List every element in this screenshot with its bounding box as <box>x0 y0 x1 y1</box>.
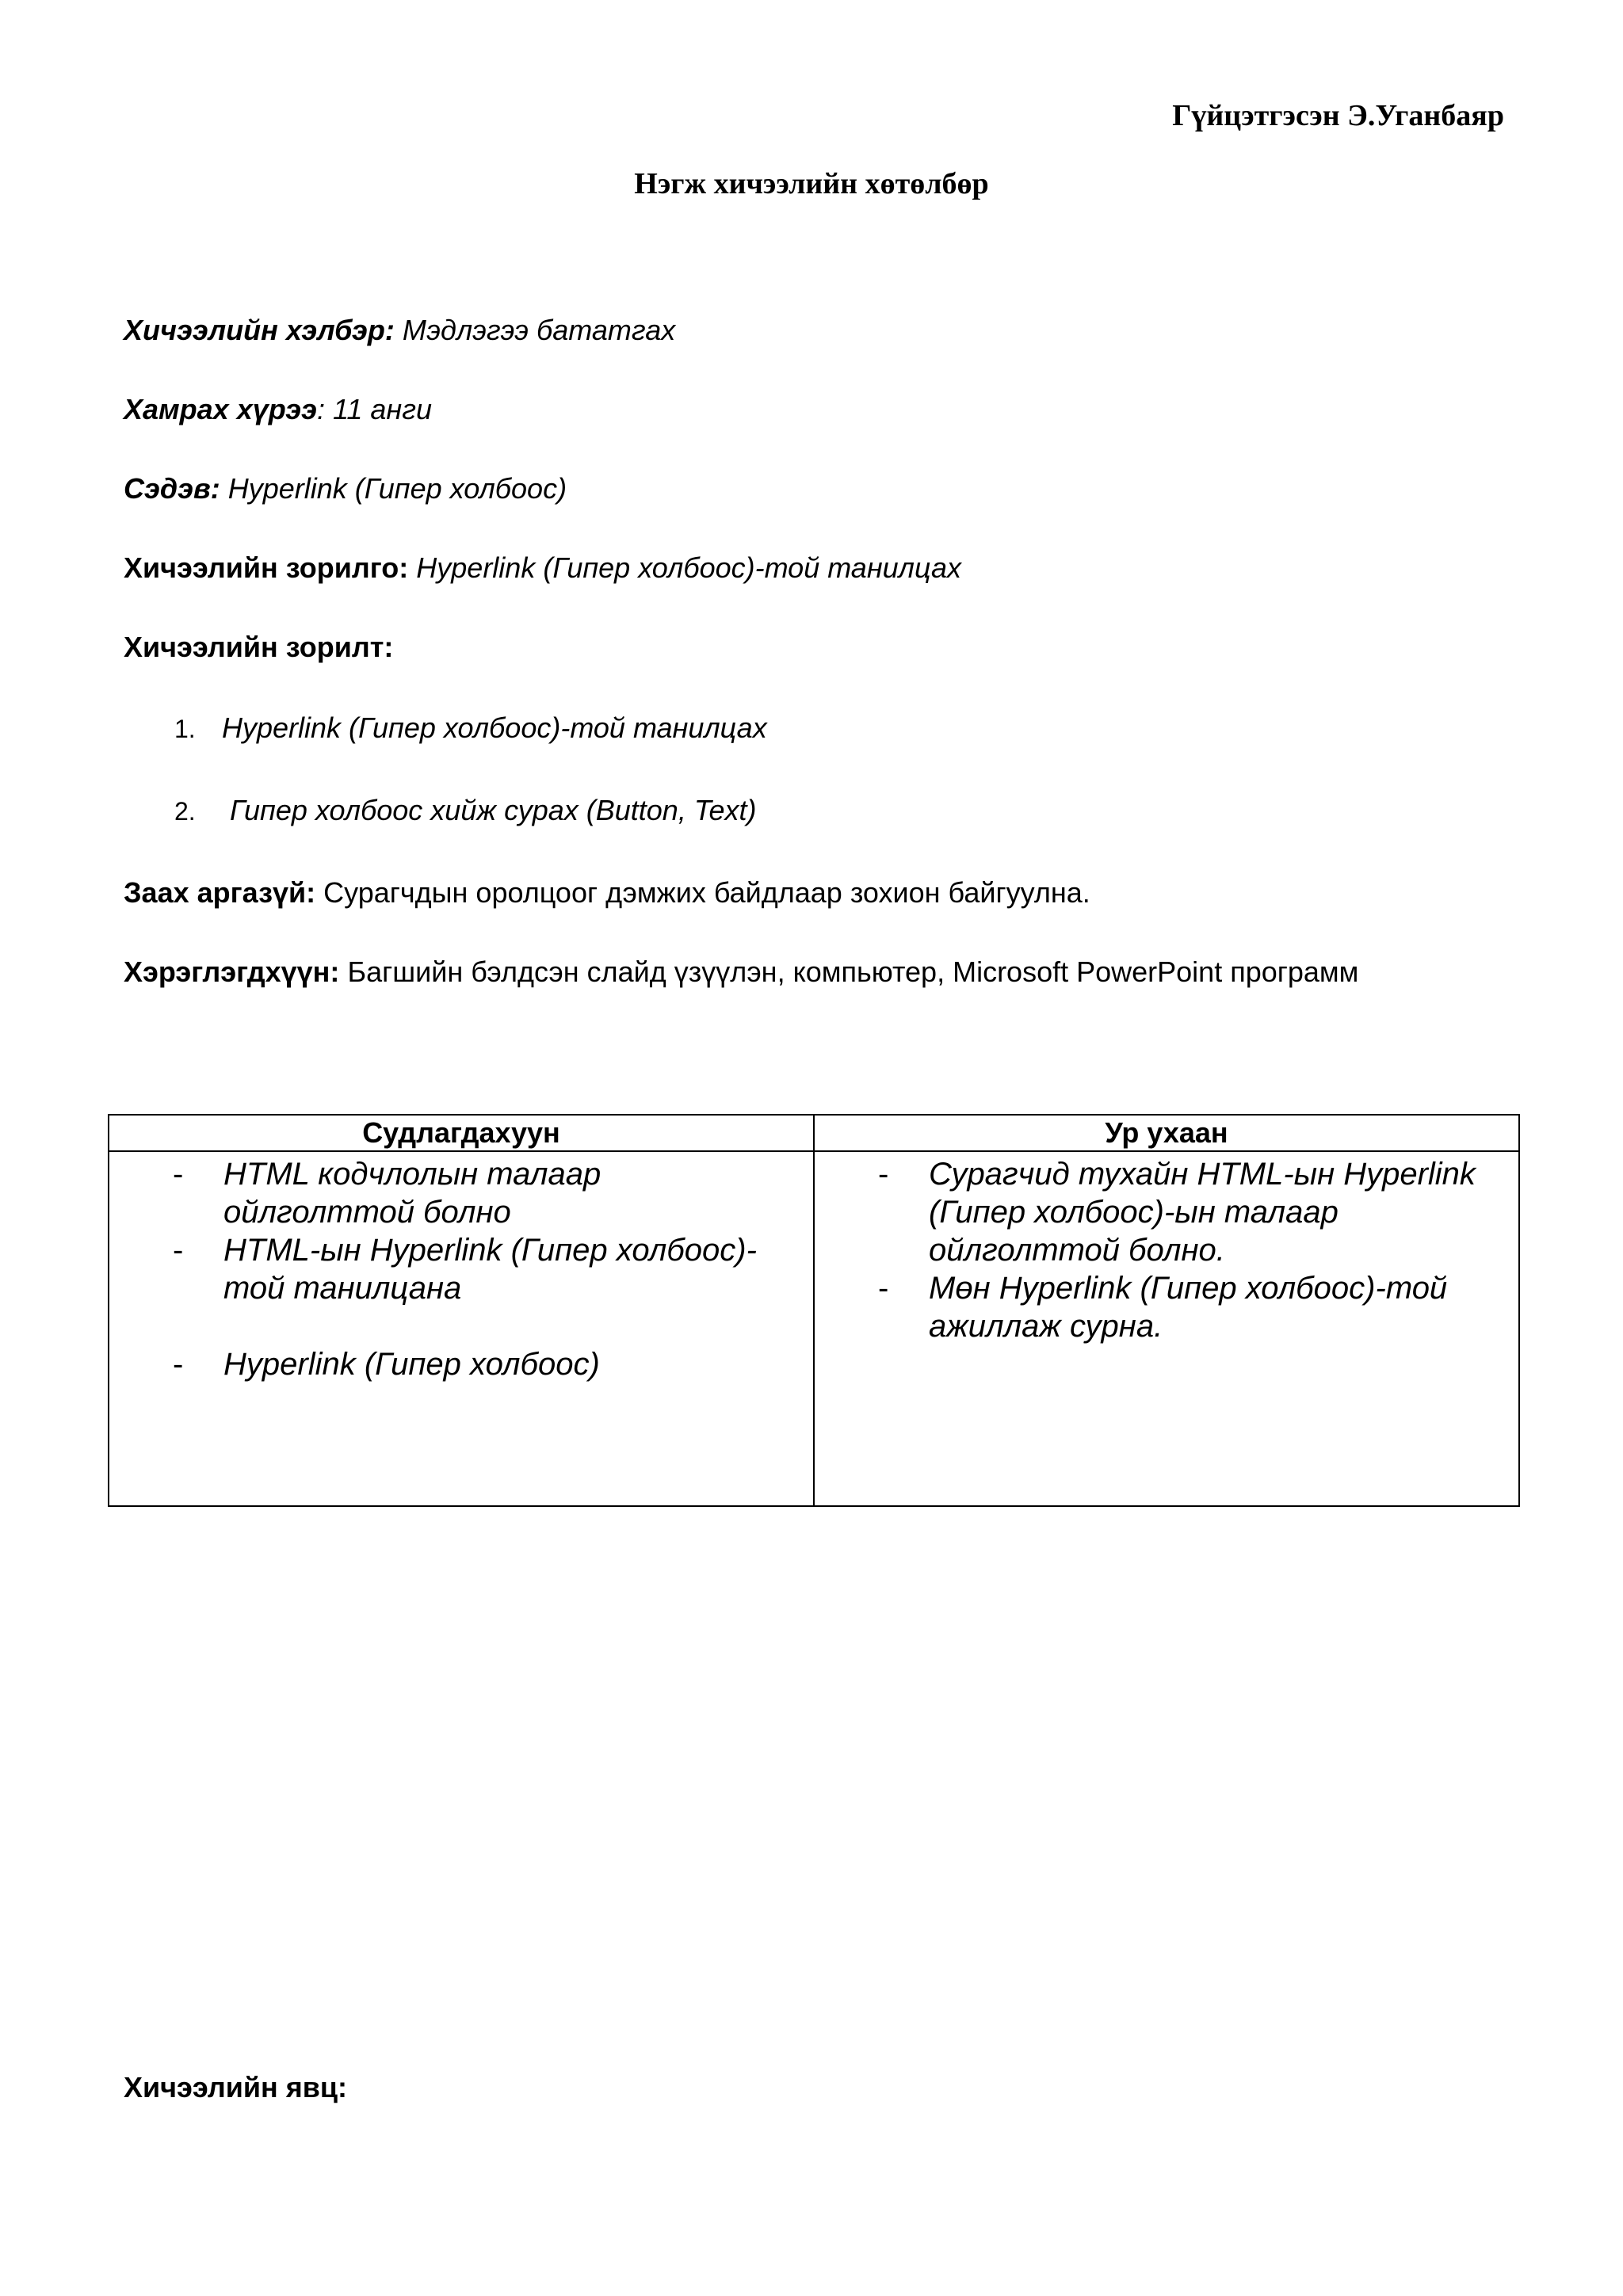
goal-label: Хичээлийн зорилго: <box>124 551 409 584</box>
objective-number: 2. <box>174 797 196 826</box>
objective-number: 1. <box>174 715 196 743</box>
procedure-heading: Хичээлийн явц: <box>124 2071 348 2103</box>
tools-label: Хэрэглэгдхүүн: <box>124 955 340 988</box>
list-item-text: Сурагчид тухайн HTML-ын Hyperlink (Гипер холбоос)-ын талаар ойлголттой болно. <box>929 1157 1476 1268</box>
objective-item <box>124 794 757 827</box>
lesson-type-value: Мэдлэгээ бататгах <box>402 314 676 346</box>
dash-bullet: - <box>173 1157 184 1192</box>
content-list <box>109 1155 813 1383</box>
objectives-field <box>124 631 393 664</box>
document-title: Нэгж хичээлийн хөтөлбөр <box>634 167 989 200</box>
dash-bullet: - <box>173 1347 184 1382</box>
table-header-skills: Ур ухаан <box>814 1115 1519 1151</box>
content-skills-table <box>108 1114 1520 1507</box>
content-cell <box>109 1151 814 1506</box>
author-line: Гүйцэтгэсэн Э.Уганбаяр <box>1172 99 1504 132</box>
method-value: Сурагчдын оролцоог дэмжих байдлаар зохион байгуулна. <box>323 876 1090 909</box>
dash-bullet: - <box>878 1157 889 1192</box>
objective-text: Hyperlink (Гипер холбоос)-той танилцах <box>222 711 767 744</box>
tools-value: Багшийн бэлдсэн слайд үзүүлэн, компьютер, Microsoft PowerPoint программ <box>347 955 1359 988</box>
objectives-label: Хичээлийн зорилт: <box>124 631 394 663</box>
lesson-type-label: Хичээлийн хэлбэр: <box>124 314 395 346</box>
objective-text: Гипер холбоос хийж сурах (Button, Text) <box>222 794 757 826</box>
list-item <box>109 1345 813 1383</box>
tools-field <box>124 955 1358 989</box>
table-header-row <box>109 1115 1519 1151</box>
topic-value: Hyperlink (Гипер холбоос) <box>227 472 567 505</box>
lesson-type-field <box>124 314 675 347</box>
table-header-content: Судлагдахуун <box>109 1115 814 1151</box>
topic-label: Сэдэв: <box>124 472 220 505</box>
dash-bullet: - <box>878 1271 889 1306</box>
goal-value: Hyperlink (Гипер холбоос)-той танилцах <box>416 551 961 584</box>
list-item <box>815 1155 1518 1269</box>
list-item <box>109 1231 813 1307</box>
grade-value: : 11 анги <box>316 393 432 425</box>
dash-bullet: - <box>173 1233 184 1268</box>
method-label: Заах аргазүй: <box>124 876 316 909</box>
list-item-text: HTML кодчлолын талаар ойлголттой болно <box>223 1157 601 1230</box>
grade-label: Хамрах хүрээ <box>124 393 317 425</box>
grade-field <box>124 393 432 426</box>
skills-list <box>815 1155 1518 1345</box>
list-item <box>109 1155 813 1231</box>
topic-field <box>124 472 567 505</box>
list-item-text: Hyperlink (Гипер холбоос) <box>223 1347 600 1382</box>
skills-cell <box>814 1151 1519 1506</box>
objective-item <box>124 711 767 745</box>
list-item-text: HTML-ын Hyperlink (Гипер холбоос)-той танилцана <box>223 1233 757 1306</box>
list-item <box>815 1269 1518 1345</box>
goal-field <box>124 551 961 585</box>
table-row <box>109 1151 1519 1506</box>
method-field <box>124 876 1090 910</box>
list-item-text: Мөн Hyperlink (Гипер холбоос)-той ажиллаж сурна. <box>929 1271 1448 1344</box>
